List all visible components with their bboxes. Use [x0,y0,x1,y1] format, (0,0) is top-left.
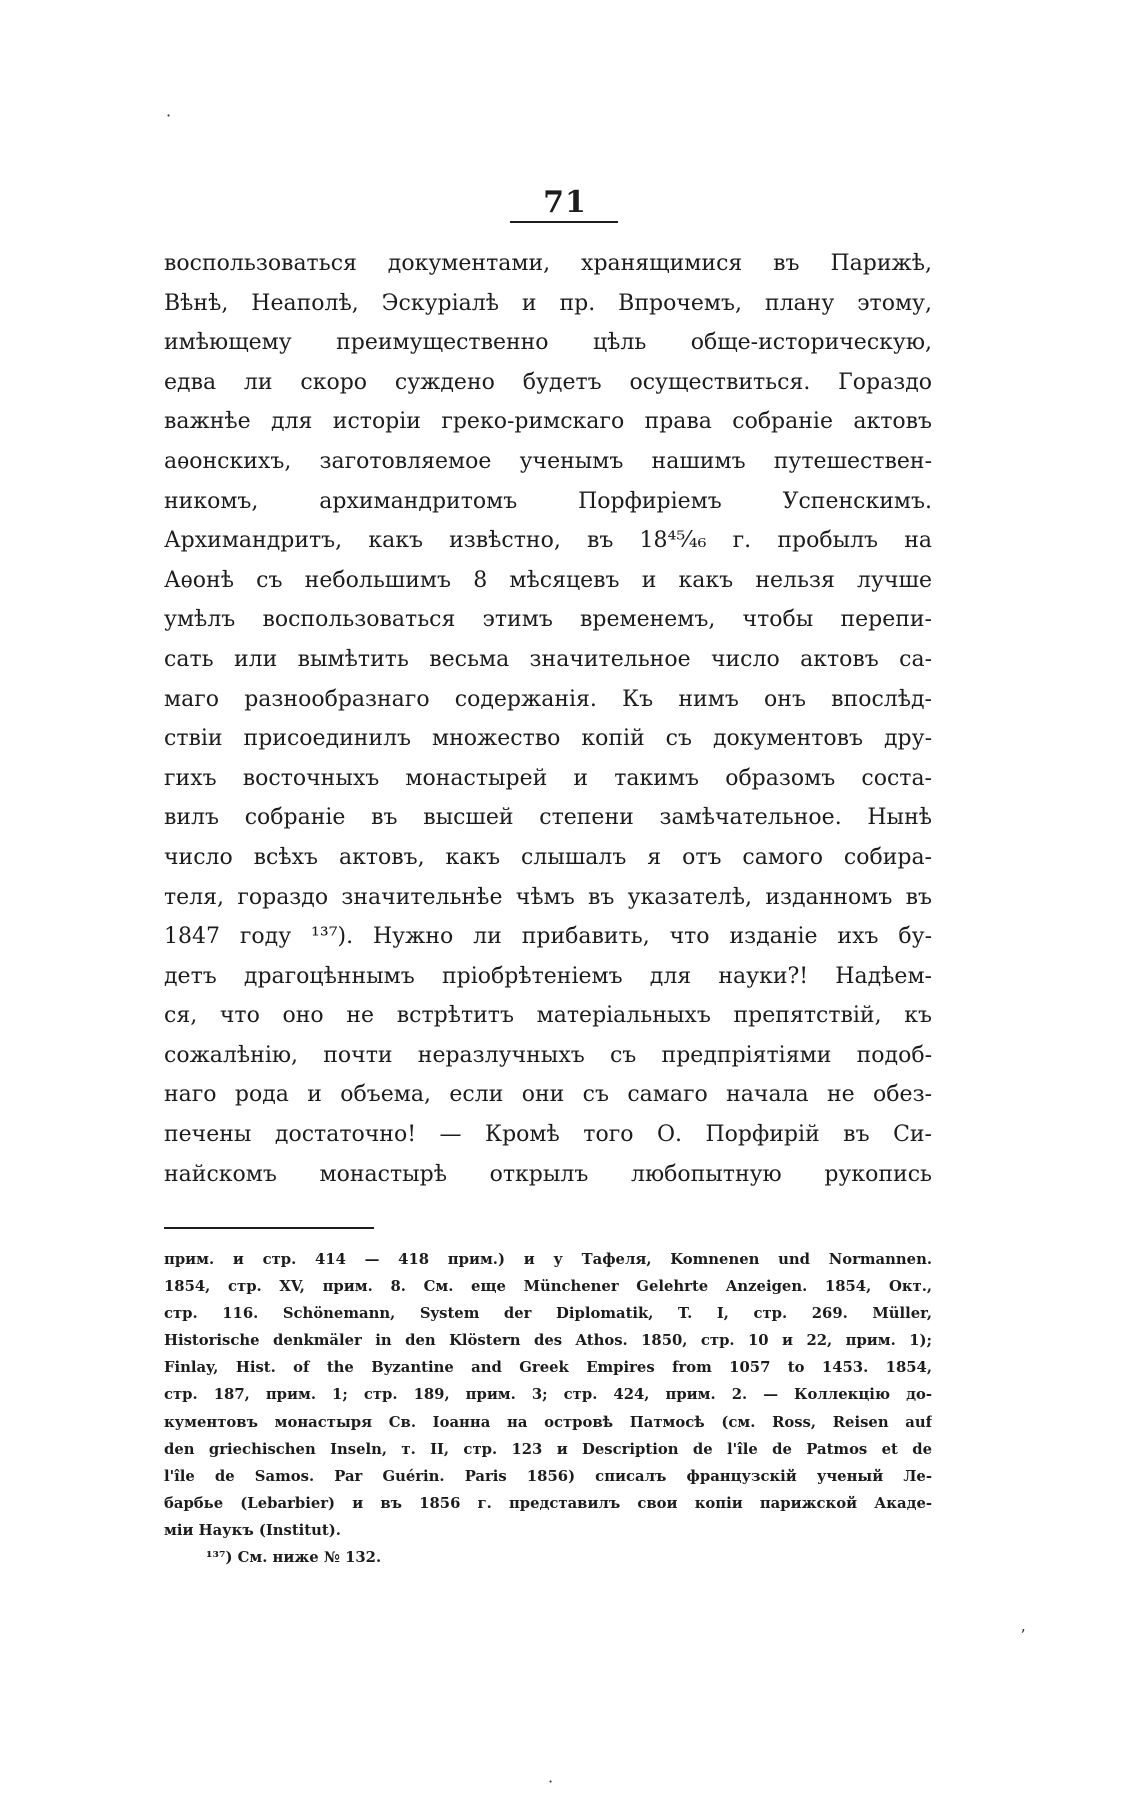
text-line: вилъ собраніе въ высшей степени замѣчательное. Нынѣ [164,805,932,831]
text-line: 1847 году ¹³⁷). Нужно ли прибавить, что изданіе ихъ бу- [164,924,932,950]
footnote-line: Finlay, Hist. of the Byzantine and Greek Empires from 1057 to 1453. 1854, [164,1359,932,1377]
header-rule [510,221,618,223]
footnote-line: стр. 116. Schönemann, System der Diplomatik, T. I, стр. 269. Müller, [164,1305,932,1323]
text-line: аѳонскихъ, заготовляемое ученымъ нашимъ путешествен- [164,448,932,474]
text-line: найскомъ монастырѣ открылъ любопытную рукопись [164,1161,932,1187]
footnote-line: den griechischen Inseln, т. II, стр. 123 и Description de l'île de Patmos et de [164,1440,932,1458]
text-line: имѣющему преимущественно цѣль обще-историческую, [164,330,932,356]
text-line: важнѣе для исторіи греко-римскаго права собраніе актовъ [164,409,932,435]
text-line: едва ли скоро суждено будетъ осуществиться. Гораздо [164,369,932,395]
page-number: 71 [543,185,587,220]
footnote-rule [164,1227,374,1229]
text-line: сожалѣнію, почти неразлучныхъ съ предпріятіями подоб- [164,1042,932,1068]
text-line: наго рода и объема, если они съ самаго начала не обез- [164,1082,932,1108]
footnote-line: міи Наукъ (Institut). [164,1521,341,1539]
text-line: воспользоваться документами, хранящимися въ Парижѣ, [164,251,932,276]
footnote-line: стр. 187, прим. 1; стр. 189, прим. 3; стр. 424, прим. 2. — Коллекцію до- [164,1386,932,1404]
footnotes [164,1246,932,1571]
footnote-line: Historische denkmäler in den Klöstern des Athos. 1850, стр. 10 и 22, прим. 1); [164,1332,932,1350]
footnote-line: прим. и стр. 414 — 418 прим.) и у Тафеля, Komnenen und Normannen. [164,1251,932,1268]
scan-speck: · [548,1772,554,1791]
text-line: число всѣхъ актовъ, какъ слышалъ я отъ самого собира- [164,844,932,870]
text-line: Аѳонѣ съ небольшимъ 8 мѣсяцевъ и какъ нельзя лучше [164,567,932,593]
text-line: печены достаточно! — Кромѣ того О. Порфирій въ Си- [164,1122,932,1148]
text-line: умѣлъ воспользоваться этимъ временемъ, чтобы перепи- [164,607,932,633]
footnote-line: 1854, стр. XV, прим. 8. См. еще Münchener Gelehrte Anzeigen. 1854, Окт., [164,1278,932,1296]
text-line: теля, гораздо значительнѣе чѣмъ въ указателѣ, изданномъ въ [164,884,932,910]
footnote-line: l'île de Samos. Par Guérin. Paris 1856) списалъ французскій ученый Ле- [164,1467,932,1485]
text-line: сать или вымѣтить весьма значительное число актовъ са- [164,646,932,672]
main-text [164,244,932,1194]
text-line: Архимандритъ, какъ извѣстно, въ 18⁴⁵⁄₄₆ г. пробылъ на [164,528,932,554]
footnote-line: барбье (Lebarbier) и въ 1856 г. представилъ свои копіи парижской Акаде- [164,1494,932,1512]
text-line: ся, что оно не встрѣтитъ матеріальныхъ препятствій, къ [164,1003,932,1029]
text-line: гихъ восточныхъ монастырей и такимъ образомъ соста- [164,765,932,791]
text-line: Вѣнѣ, Неаполѣ, Эскуріалѣ и пр. Впрочемъ, плану этому, [164,290,932,316]
scan-speck: ʼ [1020,1626,1026,1645]
footnote-137: ¹³⁷) См. ниже № 132. [206,1549,382,1567]
text-line: детъ драгоцѣннымъ пріобрѣтеніемъ для науки?! Надѣем- [164,963,932,989]
text-line: ствіи присоединилъ множество копій съ документовъ дру- [164,726,932,752]
scan-speck: · [166,106,172,125]
text-line: маго разнообразнаго содержанія. Къ нимъ онъ впослѣд- [164,686,932,712]
footnote-line: кументовъ монастыря Св. Іоанна на островѣ Патмосѣ (см. Ross, Reisen auf [164,1413,932,1431]
text-line: никомъ, архимандритомъ Порфиріемъ Успенскимъ. [164,488,932,514]
